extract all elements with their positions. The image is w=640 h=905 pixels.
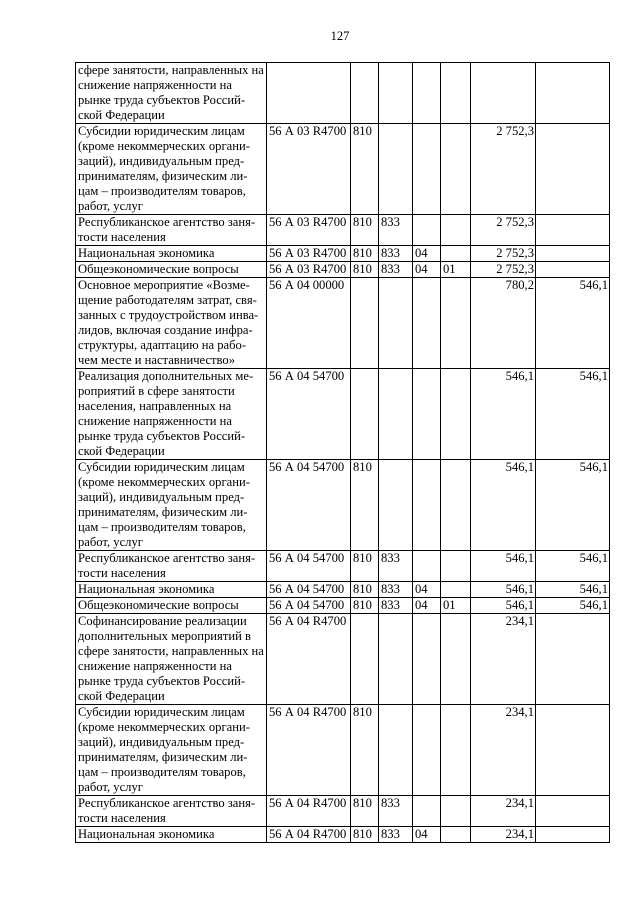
- row-code: 56 А 04 54700: [267, 598, 351, 614]
- row-rz: [413, 705, 441, 796]
- row-name: Общеэкономические вопросы: [76, 598, 267, 614]
- row-value-1: 546,1: [471, 369, 536, 460]
- row-value-2: 546,1: [536, 460, 610, 551]
- row-gr: 833: [379, 246, 413, 262]
- row-code: 56 А 03 R4700: [267, 215, 351, 246]
- page-number: 127: [330, 29, 350, 43]
- row-pr: 01: [441, 262, 471, 278]
- row-value-2: [536, 215, 610, 246]
- budget-table: [75, 62, 610, 843]
- row-rz: [413, 796, 441, 827]
- row-code: 56 А 04 R4700: [267, 827, 351, 843]
- row-value-1: 546,1: [471, 582, 536, 598]
- table-row: [76, 827, 610, 843]
- row-gr: 833: [379, 827, 413, 843]
- row-value-2: 546,1: [536, 278, 610, 369]
- row-gr: 833: [379, 215, 413, 246]
- row-gr: [379, 63, 413, 124]
- row-rz: 04: [413, 598, 441, 614]
- table-row: [76, 369, 610, 460]
- row-value-2: [536, 796, 610, 827]
- row-code: 56 А 04 R4700: [267, 614, 351, 705]
- row-code: 56 А 03 R4700: [267, 262, 351, 278]
- table-row: [76, 582, 610, 598]
- row-vr: 810: [351, 705, 379, 796]
- row-value-1: 546,1: [471, 551, 536, 582]
- row-gr: [379, 705, 413, 796]
- row-name: Субсидии юридическим лицам (кроме некоммерческих органи-заций), индивидуальным пред-принимателям, физическим ли-цам – производителям товаров, работ, услуг: [76, 705, 267, 796]
- row-name: Национальная экономика: [76, 582, 267, 598]
- row-pr: [441, 827, 471, 843]
- row-name: Общеэкономические вопросы: [76, 262, 267, 278]
- row-name: Республиканское агентство заня-тости населения: [76, 215, 267, 246]
- row-value-1: 2 752,3: [471, 215, 536, 246]
- row-rz: [413, 215, 441, 246]
- row-vr: 810: [351, 246, 379, 262]
- row-rz: [413, 369, 441, 460]
- row-rz: 04: [413, 246, 441, 262]
- row-pr: [441, 460, 471, 551]
- row-vr: 810: [351, 551, 379, 582]
- table-row: [76, 460, 610, 551]
- table-row: [76, 63, 610, 124]
- row-pr: [441, 614, 471, 705]
- row-name: Реализация дополнительных ме-роприятий в сфере занятости населения, направленных на снижение напряженности на рынке труда субъектов Россий-ской Федерации: [76, 369, 267, 460]
- table-row: [76, 262, 610, 278]
- row-name: Основное мероприятие «Возме-щение работодателям затрат, свя-занных с трудоустройством инва-лидов, включая создание инфра-структуры, адаптацию на рабо-чем месте и наставничество»: [76, 278, 267, 369]
- table-row: [76, 551, 610, 582]
- row-rz: [413, 278, 441, 369]
- row-value-1: 546,1: [471, 460, 536, 551]
- row-pr: [441, 215, 471, 246]
- row-code: 56 А 04 54700: [267, 369, 351, 460]
- row-gr: 833: [379, 551, 413, 582]
- row-value-1: 234,1: [471, 705, 536, 796]
- row-pr: 01: [441, 598, 471, 614]
- table-row: [76, 215, 610, 246]
- row-gr: [379, 460, 413, 551]
- row-gr: 833: [379, 582, 413, 598]
- row-pr: [441, 369, 471, 460]
- table-row: [76, 278, 610, 369]
- table-row: [76, 614, 610, 705]
- row-value-1: 780,2: [471, 278, 536, 369]
- row-vr: 810: [351, 262, 379, 278]
- row-value-2: [536, 827, 610, 843]
- row-rz: [413, 124, 441, 215]
- row-vr: 810: [351, 124, 379, 215]
- row-vr: [351, 614, 379, 705]
- row-value-1: 2 752,3: [471, 124, 536, 215]
- row-pr: [441, 63, 471, 124]
- row-gr: [379, 614, 413, 705]
- row-gr: 833: [379, 262, 413, 278]
- row-vr: 810: [351, 796, 379, 827]
- row-value-2: 546,1: [536, 582, 610, 598]
- row-vr: 810: [351, 582, 379, 598]
- table-row: [76, 246, 610, 262]
- table-row: [76, 705, 610, 796]
- row-value-2: 546,1: [536, 369, 610, 460]
- row-code: 56 А 04 R4700: [267, 705, 351, 796]
- row-code: 56 А 04 R4700: [267, 796, 351, 827]
- row-rz: [413, 551, 441, 582]
- row-code: 56 А 03 R4700: [267, 246, 351, 262]
- row-name: Софинансирование реализации дополнительных мероприятий в сфере занятости, направленных на снижение напряженности на рынке труда субъектов Россий-ской Федерации: [76, 614, 267, 705]
- row-pr: [441, 246, 471, 262]
- row-rz: 04: [413, 582, 441, 598]
- row-pr: [441, 796, 471, 827]
- table-row: [76, 796, 610, 827]
- row-name: Национальная экономика: [76, 246, 267, 262]
- row-value-2: [536, 705, 610, 796]
- row-code: 56 А 04 54700: [267, 582, 351, 598]
- row-vr: [351, 63, 379, 124]
- row-vr: [351, 278, 379, 369]
- row-gr: 833: [379, 598, 413, 614]
- row-pr: [441, 551, 471, 582]
- row-rz: [413, 63, 441, 124]
- row-rz: 04: [413, 827, 441, 843]
- row-code: 56 А 04 54700: [267, 460, 351, 551]
- row-vr: 810: [351, 460, 379, 551]
- row-value-1: 2 752,3: [471, 246, 536, 262]
- row-code: 56 А 04 54700: [267, 551, 351, 582]
- row-name: Субсидии юридическим лицам (кроме некоммерческих органи-заций), индивидуальным пред-принимателям, физическим ли-цам – производителям товаров, работ, услуг: [76, 124, 267, 215]
- row-name: Республиканское агентство заня-тости населения: [76, 796, 267, 827]
- row-name: Национальная экономика: [76, 827, 267, 843]
- row-value-1: 234,1: [471, 614, 536, 705]
- row-name: Республиканское агентство заня-тости населения: [76, 551, 267, 582]
- row-vr: [351, 369, 379, 460]
- row-rz: [413, 614, 441, 705]
- row-name: Субсидии юридическим лицам (кроме некоммерческих органи-заций), индивидуальным пред-принимателям, физическим ли-цам – производителям товаров, работ, услуг: [76, 460, 267, 551]
- row-value-1: 546,1: [471, 598, 536, 614]
- row-pr: [441, 582, 471, 598]
- row-value-1: 2 752,3: [471, 262, 536, 278]
- row-value-2: [536, 262, 610, 278]
- row-vr: 810: [351, 598, 379, 614]
- row-rz: 04: [413, 262, 441, 278]
- table-row: [76, 124, 610, 215]
- row-gr: 833: [379, 796, 413, 827]
- row-value-1: 234,1: [471, 796, 536, 827]
- row-code: 56 А 04 00000: [267, 278, 351, 369]
- row-value-2: [536, 124, 610, 215]
- row-name: сфере занятости, направленных на снижение напряженности на рынке труда субъектов Россий-ской Федерации: [76, 63, 267, 124]
- row-pr: [441, 278, 471, 369]
- row-value-2: 546,1: [536, 551, 610, 582]
- row-value-2: [536, 246, 610, 262]
- row-value-2: 546,1: [536, 598, 610, 614]
- row-rz: [413, 460, 441, 551]
- row-code: [267, 63, 351, 124]
- row-vr: 810: [351, 827, 379, 843]
- row-value-1: [471, 63, 536, 124]
- table-row: [76, 598, 610, 614]
- row-value-1: 234,1: [471, 827, 536, 843]
- row-pr: [441, 705, 471, 796]
- row-pr: [441, 124, 471, 215]
- row-gr: [379, 124, 413, 215]
- row-gr: [379, 278, 413, 369]
- row-value-2: [536, 63, 610, 124]
- row-vr: 810: [351, 215, 379, 246]
- row-code: 56 А 03 R4700: [267, 124, 351, 215]
- row-value-2: [536, 614, 610, 705]
- row-gr: [379, 369, 413, 460]
